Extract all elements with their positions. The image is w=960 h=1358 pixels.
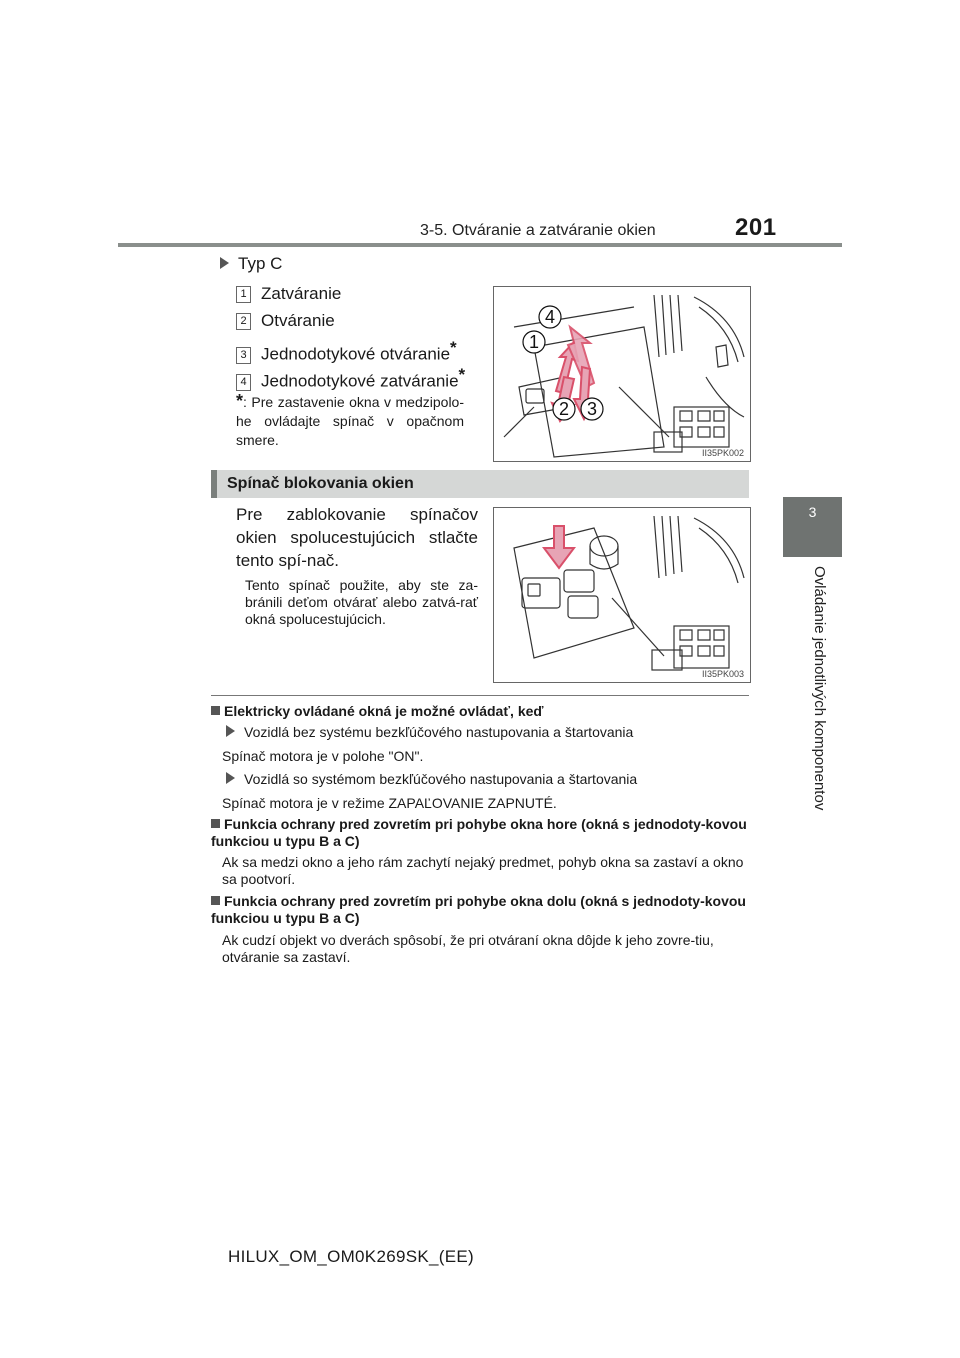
info-text: Spínač motora je v polohe "ON".	[222, 748, 424, 764]
footnote-star: *	[450, 338, 457, 357]
info-text: Spínač motora je v režime ZAPAĽOVANIE ZAPNUTÉ.	[222, 795, 557, 811]
callout-2: 2	[558, 399, 570, 419]
window-switch-illustration-icon	[494, 287, 750, 461]
info-heading: Funkcia ochrany pred zovretím pri pohybe okna dolu (okná s jednodoty-kovou funkciou u typu B a C)	[211, 893, 746, 926]
section-heading-lock-switch: Spínač blokovania okien	[211, 470, 749, 498]
footnote-text: : Pre zastavenie okna v medzipolo-he ovládajte spínač v opačnom smere.	[236, 394, 464, 448]
list-item	[236, 284, 341, 304]
item-label: Jednodotykové otváranie	[261, 344, 451, 364]
info-text: Ak sa medzi okno a jeho rám zachytí nejaký predmet, pohyb okna sa zastaví a okno sa pootvorí.	[222, 854, 744, 887]
chapter-number: 3	[808, 504, 817, 520]
callout-3: 3	[586, 399, 598, 419]
item-number: 2	[236, 313, 251, 330]
section-divider	[211, 695, 749, 696]
item-label: Otváranie	[261, 311, 335, 330]
vehicle-variant-label: Vozidlá bez systému bezkľúčového nastupovania a štartovania	[226, 724, 633, 740]
footnote-marker: *	[236, 391, 244, 411]
info-heading: Elektricky ovládané okná je možné ovládať, keď	[211, 703, 749, 720]
list-item	[236, 365, 465, 392]
list-item	[236, 311, 335, 331]
lock-switch-paragraph: Pre zablokovanie spínačov okien spolucestujúcich stlačte tento spí-nač.	[236, 505, 478, 570]
vehicle-variant-label: Vozidlá so systémom bezkľúčového nastupovania a štartovania	[226, 771, 637, 787]
chapter-tab	[783, 497, 842, 557]
page-number: 201	[735, 214, 777, 241]
type-c-title: Typ C	[220, 254, 282, 274]
callout-1: 1	[528, 332, 540, 352]
item-number: 1	[236, 286, 251, 303]
item-label: Jednodotykové zatváranie	[261, 371, 459, 391]
item-number: 3	[236, 347, 251, 364]
figure-code: II35PK003	[701, 669, 744, 679]
section-title: 3-5. Otváranie a zatváranie okien	[420, 222, 656, 239]
list-item	[236, 338, 457, 365]
lock-switch-note: Tento spínač použite, aby ste za-bránili deťom otvárať alebo zatvá-rať okná spolucestujúcich.	[245, 577, 478, 627]
footnote-star: *	[458, 365, 466, 384]
chapter-title: Ovládanie jednotlivých komponentov	[811, 566, 828, 811]
figure-window-switch-type-c	[493, 286, 751, 462]
info-text: Ak cudzí objekt vo dverách spôsobí, že pri otváraní okna dôjde k jeho zovre-tiu, otváranie sa zastaví.	[222, 932, 714, 965]
press-arrow-icon	[544, 526, 574, 568]
lock-switch-illustration-icon	[494, 508, 750, 682]
footnote	[236, 392, 464, 450]
item-label: Zatváranie	[261, 284, 342, 303]
document-code: HILUX_OM_OM0K269SK_(EE)	[228, 1247, 474, 1266]
bullet-square-icon	[211, 896, 220, 905]
figure-code: II35PK002	[701, 448, 744, 458]
figure-window-lock-switch	[493, 507, 751, 683]
bullet-square-icon	[211, 819, 220, 828]
bullet-square-icon	[211, 706, 220, 715]
callout-4: 4	[544, 307, 556, 327]
info-heading: Funkcia ochrany pred zovretím pri pohybe okna hore (okná s jednodoty-kovou funkciou u typu B a C)	[211, 816, 747, 849]
item-number: 4	[236, 374, 251, 391]
header-rule	[118, 243, 842, 247]
